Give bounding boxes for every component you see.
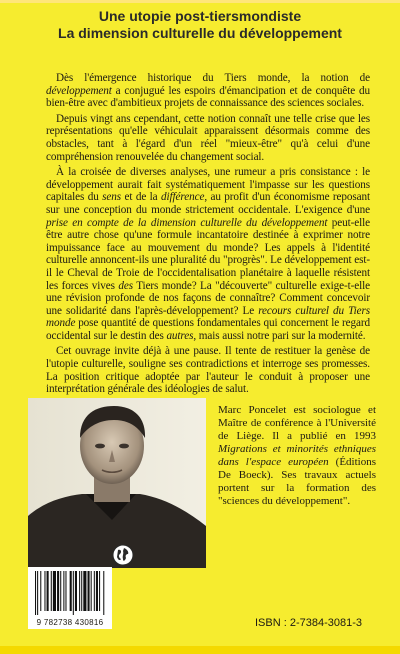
cover-bottom-edge (0, 646, 400, 654)
title-line-2: La dimension culturelle du développement (58, 25, 342, 41)
globe-icon (112, 544, 134, 566)
author-bio: Marc Poncelet est sociologue et Maître de conférence à l'Université de Liège. Il a publié en 1993 Migrations et minorités ethniques dans l'espace européen (Éditions De Boeck). Ses travaux actuels portent sur la formation des "sciences du développement". (218, 404, 376, 507)
blurb-text (46, 72, 370, 399)
barcode-bars (33, 571, 107, 615)
barcode (28, 567, 112, 629)
cover-top-edge (0, 0, 400, 3)
blurb-paragraph-4: Cet ouvrage invite déjà à une pause. Il tente de restituer la genèse de l'utopie culturelle, souligne ses contradictions et interroge ses promesses. La position critique adoptée par l'auteur le conduit à proposer une interprétation générale des idéologies de salut. (46, 345, 370, 396)
author-photo (28, 398, 206, 568)
blurb-paragraph-3: À la croisée de diverses analyses, une rumeur a pris consistance : le développement aurait fait systématiquement l'impasse sur les questions capitales du sens et de la différence, au profit d'un économisme reposant sur une conception du monde strictement occidentale. L'exigence d'une prise en compte de la dimension culturelle du développement peut-elle être autre chose qu'une formule incantatoire destinée à exprimer notre impuissance face au mouvement du monde? Les appels à l'identité culturelle annoncent-ils une pluralité du "progrès". Le développement est-il le Cheval de Troie de l'occidentalisation planétaire à laquelle résistent les forces vives des Tiers monde? La "découverte" culturelle exige-t-elle une révision profonde de nos façons de connaître? Comment concevoir une solidarité dans l'après-développement? Le recours culturel du Tiers monde pose quantité de questions fondamentales qui concernent le regard occidental sur le destin des autres, mais aussi notre pari sur la modernité. (46, 166, 370, 342)
cover-title (0, 8, 400, 42)
barcode-digits: 9 782738 430816 (36, 618, 104, 627)
isbn-number: ISBN : 2-7384-3081-3 (255, 617, 363, 629)
blurb-paragraph-1: Dès l'émergence historique du Tiers monde, la notion de développement a conjugué les espoirs d'émancipation et de conquête du bien-être avec d'ambitieux projets de connaissance des sciences sociales. (46, 72, 370, 110)
title-line-1: Une utopie post-tiersmondiste (98, 8, 302, 24)
blurb-paragraph-2: Depuis vingt ans cependant, cette notion connaît une telle crise que les représentations qu'elle véhiculait apparaissent désormais comme des obstacles, tant à l'égard d'un réel "mieux-être" qu'à celui d'une compréhension renouvelée du changement social. (46, 112, 370, 163)
